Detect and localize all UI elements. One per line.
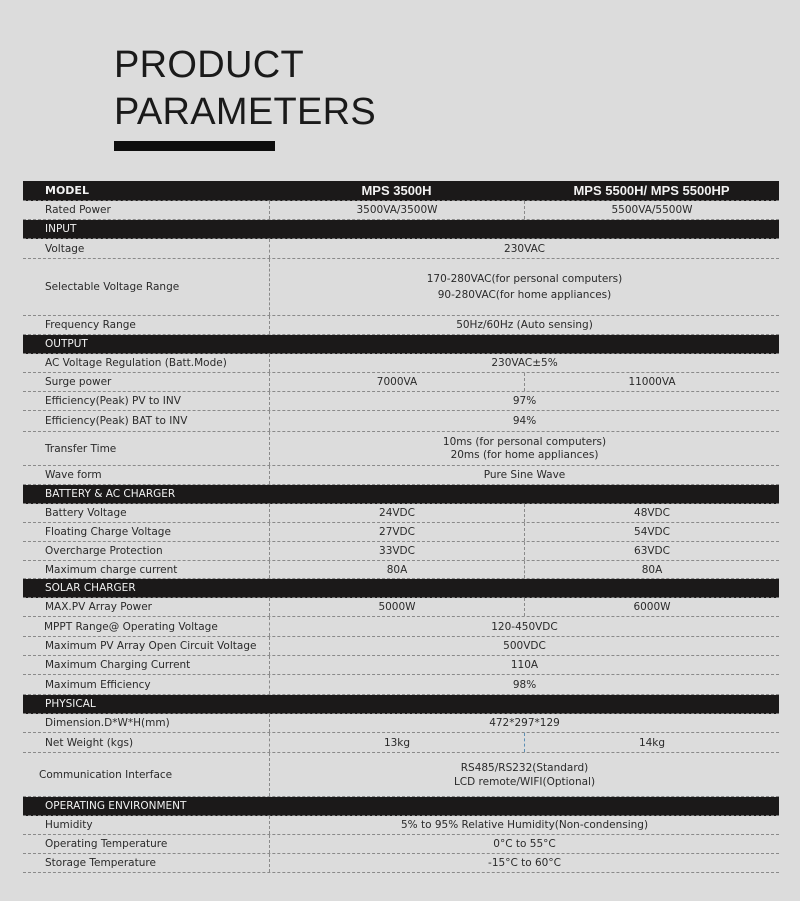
table-row-eff-pv bbox=[23, 392, 779, 411]
section-header-solar bbox=[23, 579, 779, 598]
row-label: Floating Charge Voltage bbox=[45, 526, 171, 538]
row-label: Storage Temperature bbox=[45, 857, 156, 869]
title-line-2: PARAMETERS bbox=[114, 91, 377, 133]
row-label: Wave form bbox=[45, 469, 102, 481]
value-model-1: 80A bbox=[386, 563, 408, 576]
table-row-max-efficiency bbox=[23, 675, 779, 695]
title-line-1: PRODUCT bbox=[114, 44, 304, 86]
table-row-mppt bbox=[23, 617, 779, 637]
model-header-row bbox=[23, 181, 779, 201]
table-row-wave-form bbox=[23, 466, 779, 485]
row-value-line-1: 10ms (for personal computers) bbox=[442, 435, 607, 448]
row-label: Voltage bbox=[45, 242, 85, 255]
section-header-battery bbox=[23, 485, 779, 504]
table-row-operating-temp bbox=[23, 835, 779, 854]
value-model-2: 48VDC bbox=[524, 504, 779, 522]
table-row-surge-power bbox=[23, 373, 779, 392]
row-value: 97% bbox=[512, 395, 537, 407]
table-row-max-pv bbox=[23, 598, 779, 617]
value-model-1: 13kg bbox=[383, 736, 411, 749]
table-row-ac-regulation bbox=[23, 354, 779, 373]
model-label: MODEL bbox=[45, 184, 89, 197]
section-header-output bbox=[23, 335, 779, 354]
row-value: 230VAC±5% bbox=[491, 357, 558, 369]
row-value-line-1: 170-280VAC(for personal computers) bbox=[426, 273, 623, 285]
row-value: 50Hz/60Hz (Auto sensing) bbox=[456, 319, 593, 331]
row-label: Operating Temperature bbox=[45, 838, 168, 850]
row-label: Dimension.D*W*H(mm) bbox=[45, 717, 170, 729]
table-row-charging-current bbox=[23, 656, 779, 675]
row-label: Battery Voltage bbox=[45, 507, 127, 519]
row-value: Pure Sine Wave bbox=[483, 469, 566, 481]
row-label: Maximum Charging Current bbox=[45, 659, 191, 671]
table-row-selectable-range bbox=[23, 259, 779, 316]
row-label: AC Voltage Regulation (Batt.Mode) bbox=[45, 357, 227, 369]
row-value-line-2: LCD remote/WIFI(Optional) bbox=[453, 775, 596, 788]
row-value-line-2: 20ms (for home appliances) bbox=[450, 448, 599, 461]
row-value: 98% bbox=[512, 678, 537, 691]
value-model-1: 27VDC bbox=[379, 526, 415, 538]
row-label: MPPT Range@ Operating Voltage bbox=[44, 620, 218, 633]
section-title: BATTERY & AC CHARGER bbox=[45, 488, 176, 500]
section-title: INPUT bbox=[45, 223, 77, 235]
value-model-2: 80A bbox=[524, 561, 779, 578]
value-model-2: 63VDC bbox=[524, 542, 779, 560]
row-label: Surge power bbox=[45, 376, 112, 388]
section-header-environment bbox=[23, 797, 779, 816]
page-title bbox=[114, 42, 376, 136]
section-header-input bbox=[23, 220, 779, 239]
model-2: MPS 5500H/ MPS 5500HP bbox=[573, 183, 730, 198]
table-row-net-weight bbox=[23, 733, 779, 753]
table-row-rated-power bbox=[23, 201, 779, 220]
row-label: Efficiency(Peak) BAT to INV bbox=[45, 415, 188, 427]
row-label: Overcharge Protection bbox=[45, 545, 163, 557]
value-model-2: 5500VA/5500W bbox=[524, 201, 779, 219]
row-label: MAX.PV Array Power bbox=[45, 601, 152, 613]
table-row-max-charge-current bbox=[23, 561, 779, 579]
section-title: PHYSICAL bbox=[45, 698, 96, 710]
row-label: Selectable Voltage Range bbox=[45, 281, 180, 293]
row-label: Net Weight (kgs) bbox=[45, 736, 134, 749]
row-label: Maximum charge current bbox=[45, 563, 178, 576]
row-value: 230VAC bbox=[504, 242, 545, 255]
section-title: SOLAR CHARGER bbox=[45, 582, 136, 594]
value-model-1: 33VDC bbox=[379, 545, 415, 557]
table-row-eff-bat bbox=[23, 411, 779, 432]
model-1: MPS 3500H bbox=[361, 183, 432, 198]
table-row-overcharge bbox=[23, 542, 779, 561]
value-model-1: 3500VA/3500W bbox=[356, 204, 438, 216]
value-model-1: 5000W bbox=[378, 601, 416, 613]
value-model-2: 14kg bbox=[524, 733, 779, 752]
table-row-storage-temp bbox=[23, 854, 779, 873]
table-row-transfer-time bbox=[23, 432, 779, 466]
row-value: 94% bbox=[512, 415, 537, 427]
table-row-dimension bbox=[23, 714, 779, 733]
section-header-physical bbox=[23, 695, 779, 714]
value-model-1: 24VDC bbox=[379, 507, 415, 519]
row-label: Frequency Range bbox=[45, 319, 136, 331]
row-value: 110A bbox=[510, 659, 539, 671]
row-label: Efficiency(Peak) PV to INV bbox=[45, 395, 181, 407]
value-model-2: 11000VA bbox=[524, 373, 779, 391]
value-model-2: 54VDC bbox=[524, 523, 779, 541]
row-label: Humidity bbox=[45, 819, 93, 831]
section-title: OPERATING ENVIRONMENT bbox=[45, 800, 187, 812]
row-value-line-2: 90-280VAC(for home appliances) bbox=[437, 289, 612, 301]
row-value-line-1: RS485/RS232(Standard) bbox=[460, 761, 589, 774]
value-model-1: 7000VA bbox=[376, 376, 418, 388]
row-value: 500VDC bbox=[503, 640, 546, 652]
spec-table bbox=[23, 181, 779, 873]
title-underline-bar bbox=[114, 141, 275, 151]
row-value: 5% to 95% Relative Humidity(Non-condensing) bbox=[400, 819, 649, 831]
table-row-battery-voltage bbox=[23, 504, 779, 523]
row-value: -15°C to 60°C bbox=[488, 857, 561, 869]
row-label: Communication Interface bbox=[39, 768, 173, 781]
table-row-humidity bbox=[23, 816, 779, 835]
row-value: 0°C to 55°C bbox=[493, 838, 556, 850]
table-row-open-circuit bbox=[23, 637, 779, 656]
row-value: 472*297*129 bbox=[489, 717, 560, 729]
row-value: 120-450VDC bbox=[491, 620, 558, 633]
table-row-frequency bbox=[23, 316, 779, 335]
row-label: Rated Power bbox=[45, 204, 111, 216]
table-row-voltage bbox=[23, 239, 779, 259]
row-label: Maximum Efficiency bbox=[45, 678, 151, 691]
value-model-2: 6000W bbox=[524, 598, 779, 616]
section-title: OUTPUT bbox=[45, 338, 88, 350]
row-label: Transfer Time bbox=[45, 442, 117, 455]
table-row-floating-charge bbox=[23, 523, 779, 542]
row-label: Maximum PV Array Open Circuit Voltage bbox=[45, 640, 257, 652]
table-row-communication bbox=[23, 753, 779, 797]
